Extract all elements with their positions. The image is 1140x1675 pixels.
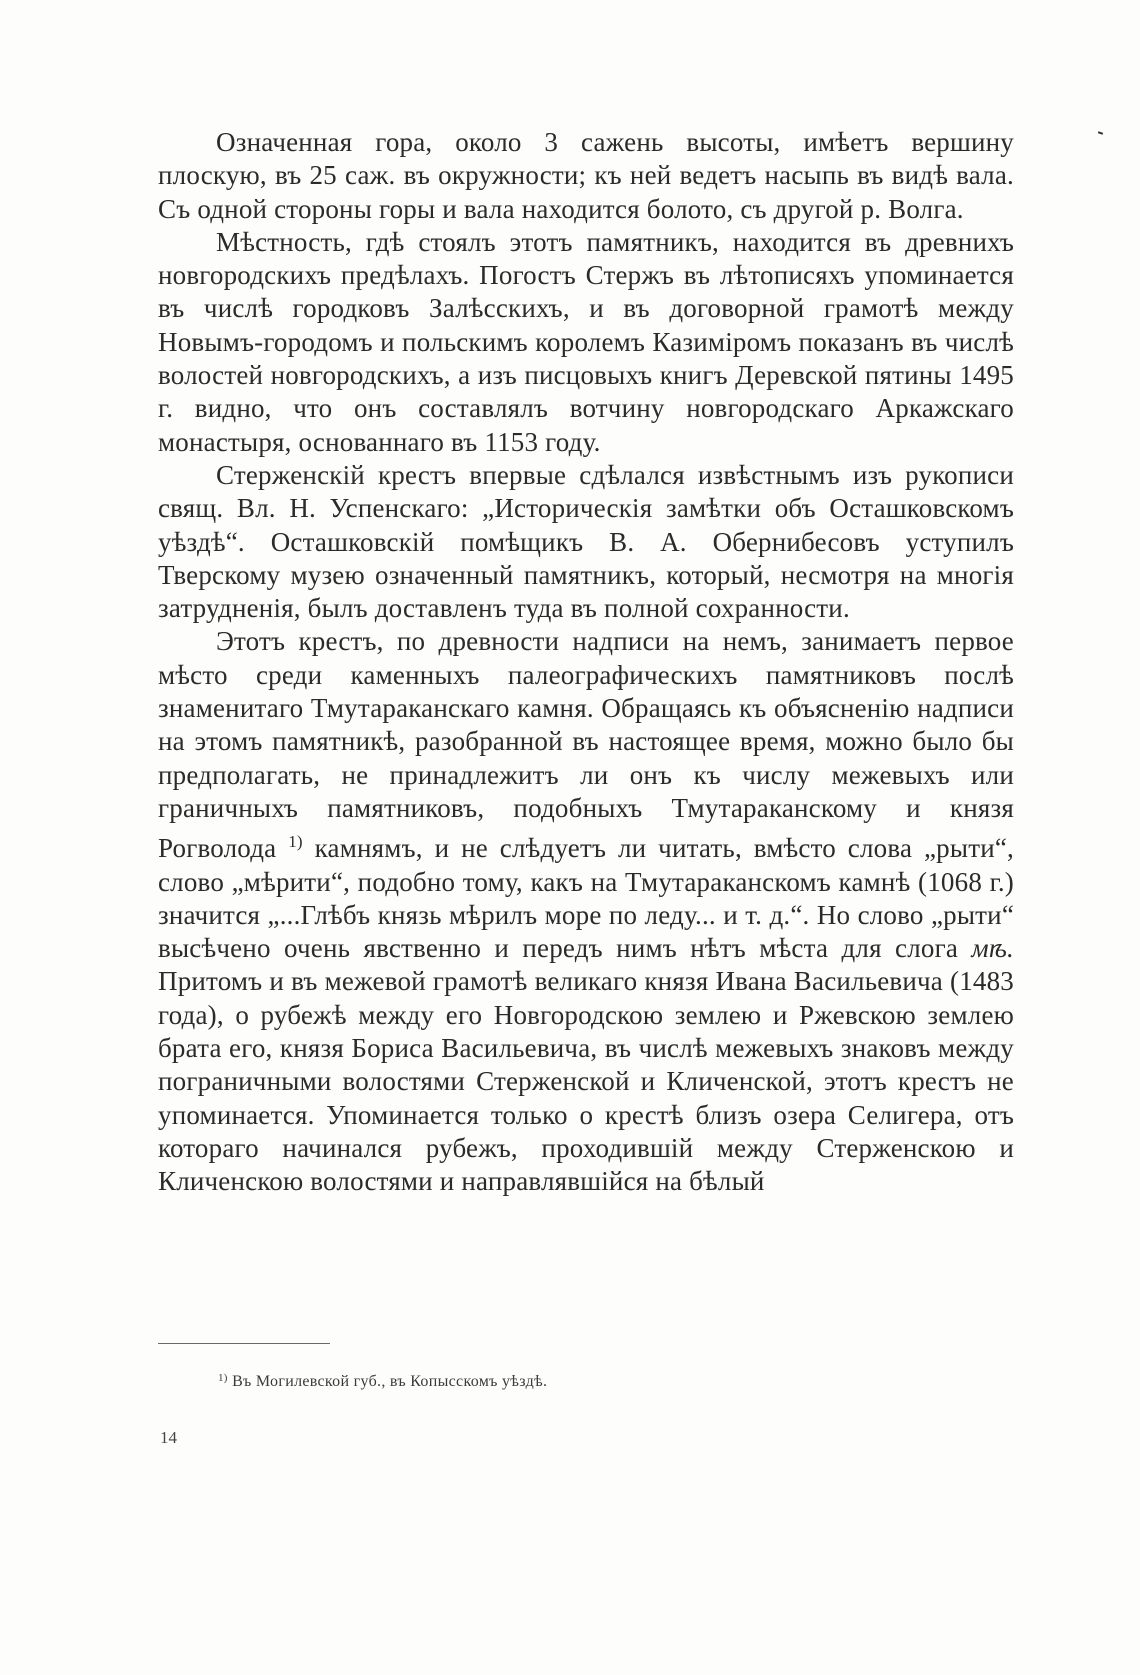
paragraph-4-part-1: Этотъ крестъ, по древности надписи на немъ, занимаетъ первое мѣсто среди каменныхъ палеографическихъ памятниковъ послѣ знаменитаго Тмутараканскаго камня. Обращаясь къ объясненію надписи на этомъ памятникѣ, разобранной въ настоящее время, можно было бы предполагать, не принадлежитъ ли онъ къ числу межевыхъ или граничныхъ памятниковъ, подобныхъ Тмутараканскому и князя Рогволода (158, 626, 1014, 864)
paragraph-2: Мѣстность, гдѣ стоялъ этотъ памятникъ, находится въ древнихъ новгородскихъ предѣлахъ. Погостъ Стержъ въ лѣтописяхъ упоминается въ числѣ городковъ Залѣсскихъ, и въ договорной грамотѣ между Новымъ-городомъ и польскимъ королемъ Казиміромъ показанъ въ числѣ волостей новгородскихъ, а изъ писцовыхъ книгъ Деревской пятины 1495 г. видно, что онъ составлялъ вотчину новгородскаго Аркажскаго монастыря, основаннаго въ 1153 году. (158, 226, 1014, 457)
paragraph-4 (158, 625, 1014, 1198)
footnote (218, 1367, 547, 1393)
footnote-reference: 1) (288, 832, 303, 852)
paragraph-3: Стерженскій крестъ впервые сдѣлался извѣстнымъ изъ рукописи свящ. Вл. Н. Успенскаго: „Историческія замѣтки объ Осташковскомъ уѣздѣ“. Осташковскій помѣщикъ В. А. Обернибесовъ уступилъ Тверскому музею означенный памятникъ, который, несмотря на многія затрудненія, былъ доставленъ туда въ полной сохранности. (158, 459, 1014, 624)
paragraph-1: Означенная гора, около 3 сажень высоты, имѣетъ вершину плоскую, въ 25 саж. въ окружности; къ ней ведетъ насыпь въ видѣ вала. Съ одной стороны горы и вала находится болото, съ другой р. Волга. (158, 127, 1014, 224)
footnote-mark: 1) (218, 1372, 228, 1384)
paragraph-4-part-2: камнямъ, и не слѣдуетъ ли читать, вмѣсто слова „рыти“, слово „мѣрити“, подобно тому, какъ на Тмутараканскомъ камнѣ (1068 г.) значится „...Глѣбъ князь мѣрилъ море по леду... и т. д.“. Но слово „рыти“ высѣчено очень явственно и передъ нимъ нѣтъ мѣста для слога (158, 833, 1014, 964)
italic-syllable: мѣ. (971, 933, 1014, 964)
footnote-divider (158, 1343, 330, 1344)
body-text (158, 126, 1014, 1199)
page-number: 14 (160, 1428, 177, 1447)
paragraph-4-part-3: Притомъ и въ межевой грамотѣ великаго князя Ивана Васильевича (1483 года), о рубежѣ между его Новгородскою землею и Ржевскою землею брата его, князя Бориса Васильевича, въ числѣ межевыхъ знаковъ между пограничными волостями Стерженской и Кличенской, этотъ крестъ не упоминается. Упоминается только о крестѣ близъ озера Селигера, отъ котораго начинался рубежъ, проходившій между Стерженскою и Кличенскою волостями и направлявшійся на бѣлый (158, 966, 1014, 1197)
scan-speck (1098, 131, 1103, 135)
footnote-text: Въ Могилевской губ., въ Копысскомъ уѣздѣ. (227, 1373, 548, 1390)
